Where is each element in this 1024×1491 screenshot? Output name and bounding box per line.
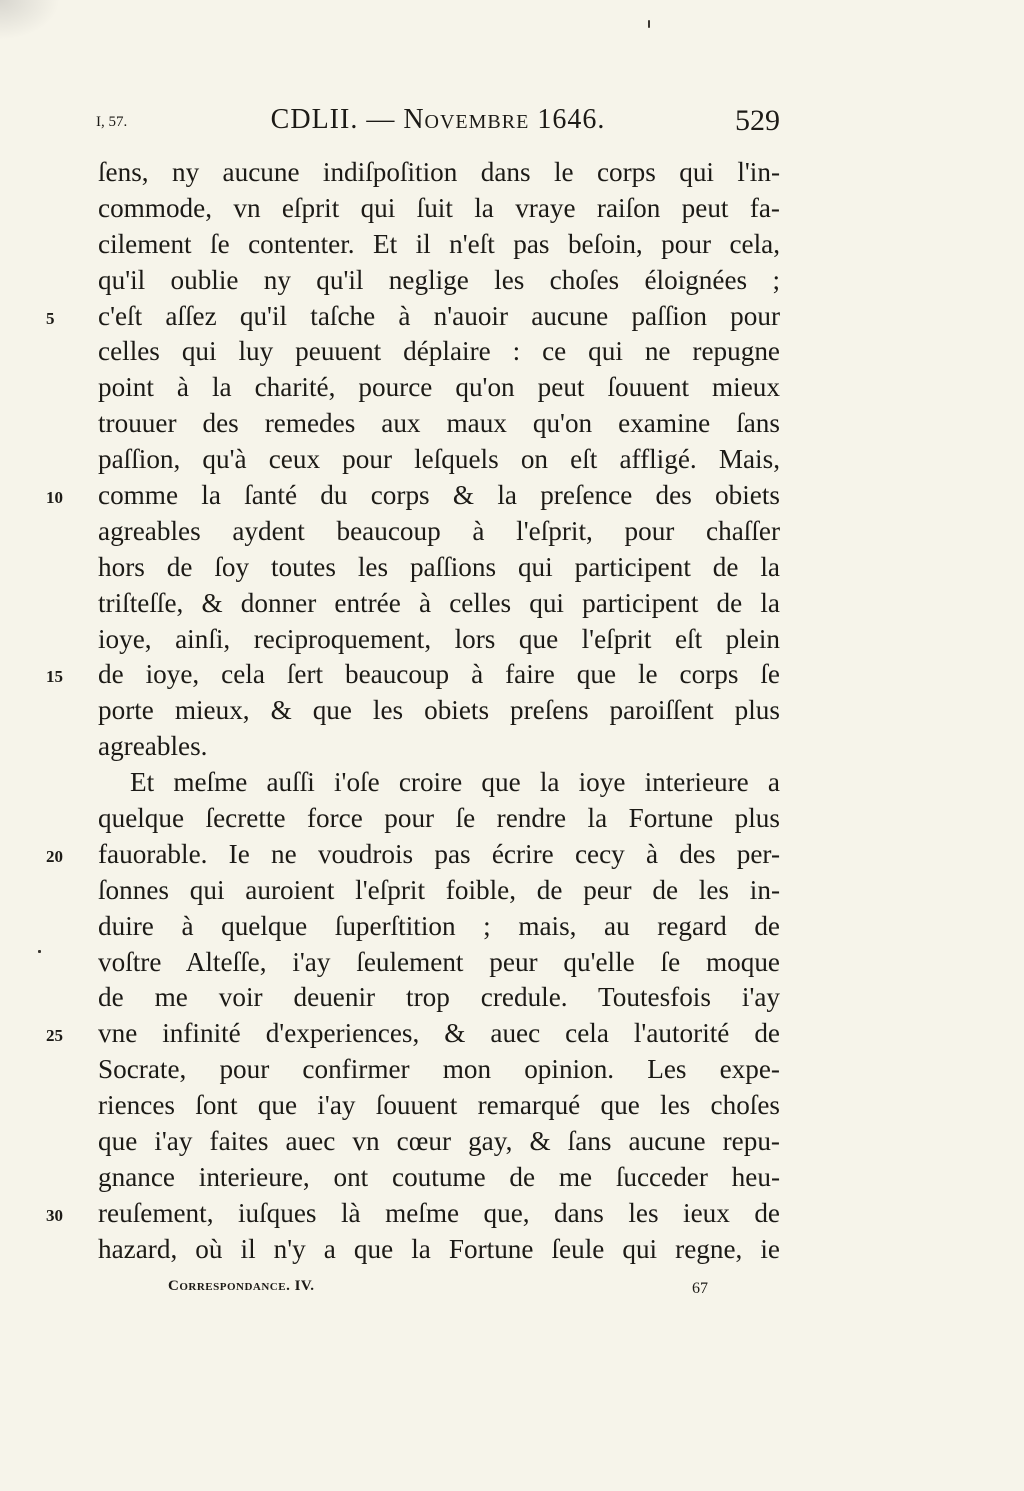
text-line bbox=[46, 478, 780, 514]
text-line bbox=[98, 873, 780, 909]
line-text: duire à quelque ſuperſtition ; mais, au regard de bbox=[98, 910, 780, 941]
line-text: trouuer des remedes aux maux qu'on examine ſans bbox=[98, 408, 780, 439]
text-line bbox=[98, 263, 780, 299]
body-text bbox=[46, 155, 780, 1268]
text-line bbox=[46, 299, 780, 335]
line-text: agreables. bbox=[98, 731, 208, 762]
text-line bbox=[98, 1088, 780, 1124]
line-text: c'eſt aſſez qu'il taſche à n'auoir aucune paſſion pour bbox=[98, 300, 780, 331]
text-line bbox=[98, 729, 780, 765]
line-text: fauorable. Ie ne voudrois pas écrire cecy à des per- bbox=[98, 838, 780, 869]
text-line bbox=[98, 334, 780, 370]
page-footer bbox=[168, 1278, 708, 1302]
line-text: hors de ſoy toutes les paſſions qui participent de la bbox=[98, 551, 780, 582]
text-line bbox=[98, 1160, 780, 1196]
line-text: ſens, ny aucune indiſpoſition dans le corps qui l'in- bbox=[98, 157, 780, 187]
line-text: vne infinité d'experiences, & auec cela l'autorité de bbox=[98, 1018, 780, 1049]
line-number: 30 bbox=[46, 1205, 63, 1225]
line-text: triſteſſe, & donner entrée à celles qui participent de la bbox=[98, 587, 780, 618]
line-number: 5 bbox=[46, 308, 55, 328]
line-text: voſtre Alteſſe, i'ay ſeulement peur qu'elle ſe moque bbox=[98, 946, 780, 977]
line-text: porte mieux, & que les obiets preſens paroiſſent plus bbox=[98, 695, 780, 726]
line-text: de me voir deuenir trop credule. Toutesfois i'ay bbox=[98, 982, 780, 1013]
page-number: 529 bbox=[735, 104, 780, 137]
line-number: 10 bbox=[46, 488, 63, 508]
text-line bbox=[98, 514, 780, 550]
text-line bbox=[98, 622, 780, 658]
line-text: quelque ſecrette force pour ſe rendre la Fortune plus bbox=[98, 803, 780, 834]
line-text: riences ſont que i'ay ſouuent remarqué que les choſes bbox=[98, 1090, 780, 1121]
text-line bbox=[98, 406, 780, 442]
ink-speck bbox=[38, 950, 41, 953]
header-title: CDLII. — Novembre 1646. bbox=[270, 104, 606, 135]
text-line bbox=[46, 657, 780, 693]
text-line bbox=[98, 1052, 780, 1088]
text-line bbox=[98, 945, 780, 981]
line-number: 25 bbox=[46, 1026, 63, 1046]
text-line bbox=[98, 909, 780, 945]
text-line bbox=[98, 765, 780, 801]
running-header bbox=[96, 100, 780, 144]
line-number: 15 bbox=[46, 667, 63, 687]
line-text: paſſion, qu'à ceux pour leſquels on eſt affligé. Mais, bbox=[98, 444, 780, 475]
text-line bbox=[98, 442, 780, 478]
text-line bbox=[46, 837, 780, 873]
footer-sheet-number: 67 bbox=[692, 1280, 708, 1297]
text-line bbox=[98, 1232, 780, 1268]
ink-speck bbox=[648, 20, 650, 28]
line-text: reuſement, iuſques là meſme que, dans les ieux de bbox=[98, 1197, 780, 1228]
line-text: cilement ſe contenter. Et il n'eſt pas beſoin, pour cela, bbox=[98, 228, 780, 259]
page-corner-shadow bbox=[0, 0, 60, 40]
text-line bbox=[98, 155, 780, 191]
text-line bbox=[98, 801, 780, 837]
line-text: agreables aydent beaucoup à l'eſprit, pour chaſſer bbox=[98, 515, 780, 546]
text-line bbox=[98, 1124, 780, 1160]
text-line bbox=[98, 370, 780, 406]
text-line bbox=[46, 1196, 780, 1232]
line-text: Socrate, pour confirmer mon opinion. Les expe- bbox=[98, 1054, 780, 1085]
line-text: ioye, ainſi, reciproquement, lors que l'eſprit eſt plein bbox=[98, 623, 780, 654]
line-text: gnance interieure, ont coutume de me ſucceder heu- bbox=[98, 1161, 780, 1192]
text-line bbox=[98, 586, 780, 622]
line-text: ſonnes qui auroient l'eſprit foible, de peur de les in- bbox=[98, 874, 780, 905]
line-text: hazard, où il n'y a que la Fortune ſeule qui regne, ie bbox=[98, 1233, 780, 1264]
line-text: celles qui luy peuuent déplaire : ce qui ne repugne bbox=[98, 336, 780, 367]
text-line bbox=[98, 550, 780, 586]
line-text: Et meſme auſſi i'oſe croire que la ioye interieure a bbox=[130, 767, 780, 798]
line-text: commode, vn eſprit qui ſuit la vraye raiſon peut fa- bbox=[98, 192, 780, 223]
line-number: 20 bbox=[46, 846, 63, 866]
line-text: de ioye, cela ſert beaucoup à faire que le corps ſe bbox=[98, 659, 780, 690]
line-text: qu'il oublie ny qu'il neglige les choſes éloignées ; bbox=[98, 264, 780, 295]
footer-signature: Correspondance. IV. bbox=[168, 1278, 315, 1294]
text-line bbox=[98, 227, 780, 263]
text-line bbox=[98, 693, 780, 729]
line-text: comme la ſanté du corps & la preſence des obiets bbox=[98, 480, 780, 511]
text-line bbox=[98, 191, 780, 227]
line-text: que i'ay faites auec vn cœur gay, & ſans aucune repu- bbox=[98, 1126, 780, 1157]
line-text: point à la charité, pource qu'on peut ſouuent mieux bbox=[98, 372, 780, 403]
text-line bbox=[98, 980, 780, 1016]
text-line bbox=[46, 1016, 780, 1052]
header-reference: I, 57. bbox=[96, 114, 128, 130]
